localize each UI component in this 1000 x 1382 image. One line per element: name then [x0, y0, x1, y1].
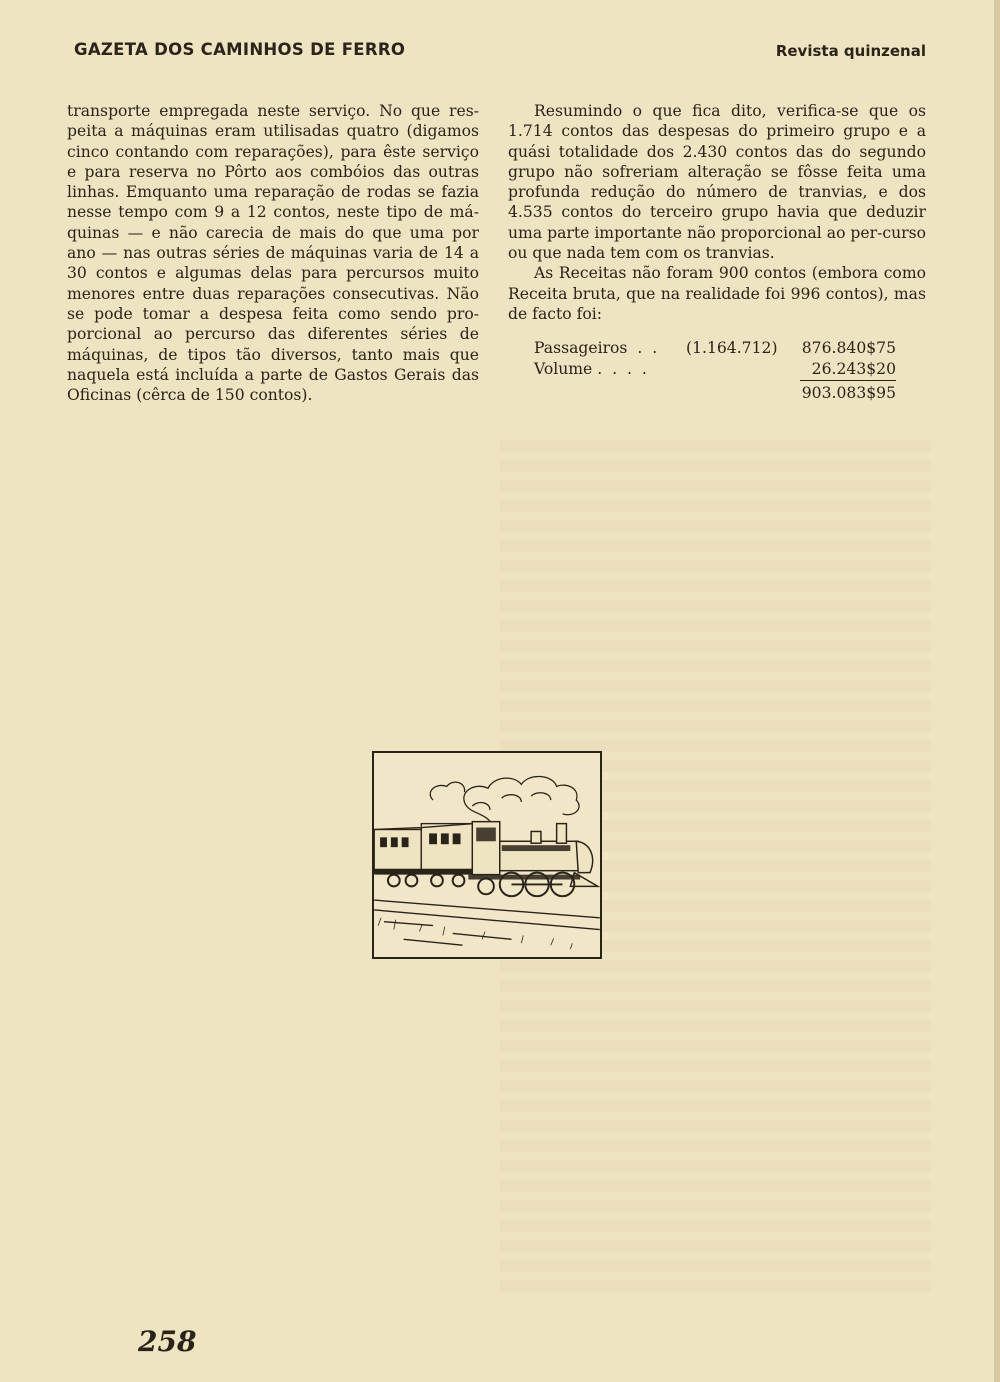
paragraph-summary: Resumindo o que fica dito, verifica-se que os 1.714 contos das despesas do primeiro grupo e a quási totalidade dos 2.430 contos das do segundo grupo não sofreriam alteração se fôsse feita uma profunda redução do número de tranvias, e dos 4.535 contos do terceiro grupo havia que deduzir uma parte importante não proporcional ao per-curso ou que nada tem com os tranvias.: [508, 102, 926, 263]
receipt-count: [686, 359, 800, 381]
page-number: 258: [138, 1325, 197, 1358]
paragraph-receipts: As Receitas não foram 900 contos (embora como Receita bruta, que na realidade foi 996 contos), mas de facto foi:: [508, 264, 926, 323]
page-edge: [994, 0, 1000, 1382]
table-row-total: [534, 383, 896, 404]
receipt-total: 903.083$95: [801, 384, 896, 403]
receipt-label: Volume . . . .: [534, 360, 647, 379]
table-row: [534, 338, 896, 359]
left-column: [67, 101, 479, 405]
running-header-title: GAZETA DOS CAMINHOS DE FERRO: [74, 40, 406, 59]
right-column: [508, 101, 926, 404]
receipt-amount: 876.840$75: [801, 339, 896, 358]
table-row: [534, 359, 896, 381]
receipt-amount: 26.243$20: [800, 359, 896, 381]
train-illustration: [372, 751, 602, 959]
receipts-table: [534, 338, 896, 404]
receipt-count: (1.164.712): [686, 339, 778, 358]
running-header-subtitle: Revista quinzenal: [775, 42, 926, 60]
steam-train-icon: [374, 753, 600, 957]
paragraph: transporte empregada neste serviço. No que res-peita a máquinas eram utilisadas quatro (digamos cinco contando com reparações), para êste serviço e para reserva no Pôrto aos combóios das outras linhas. Emquanto uma reparação de rodas se fazia nesse tempo com 9 a 12 contos, neste tipo de má-quinas — e não carecia de mais do que uma por ano — nas outras séries de máquinas varia de 14 a 30 contos e algumas delas para percursos muito menores entre duas reparações consecutivas. Não se pode tomar a despesa feita como sendo pro-porcional ao percurso das diferentes séries de máquinas, de tipos tão diversos, tanto mais que naquela está incluída a parte de Gastos Gerais das Oficinas (cêrca de 150 contos).: [67, 102, 479, 405]
receipt-label: Passageiros . .: [534, 339, 658, 358]
